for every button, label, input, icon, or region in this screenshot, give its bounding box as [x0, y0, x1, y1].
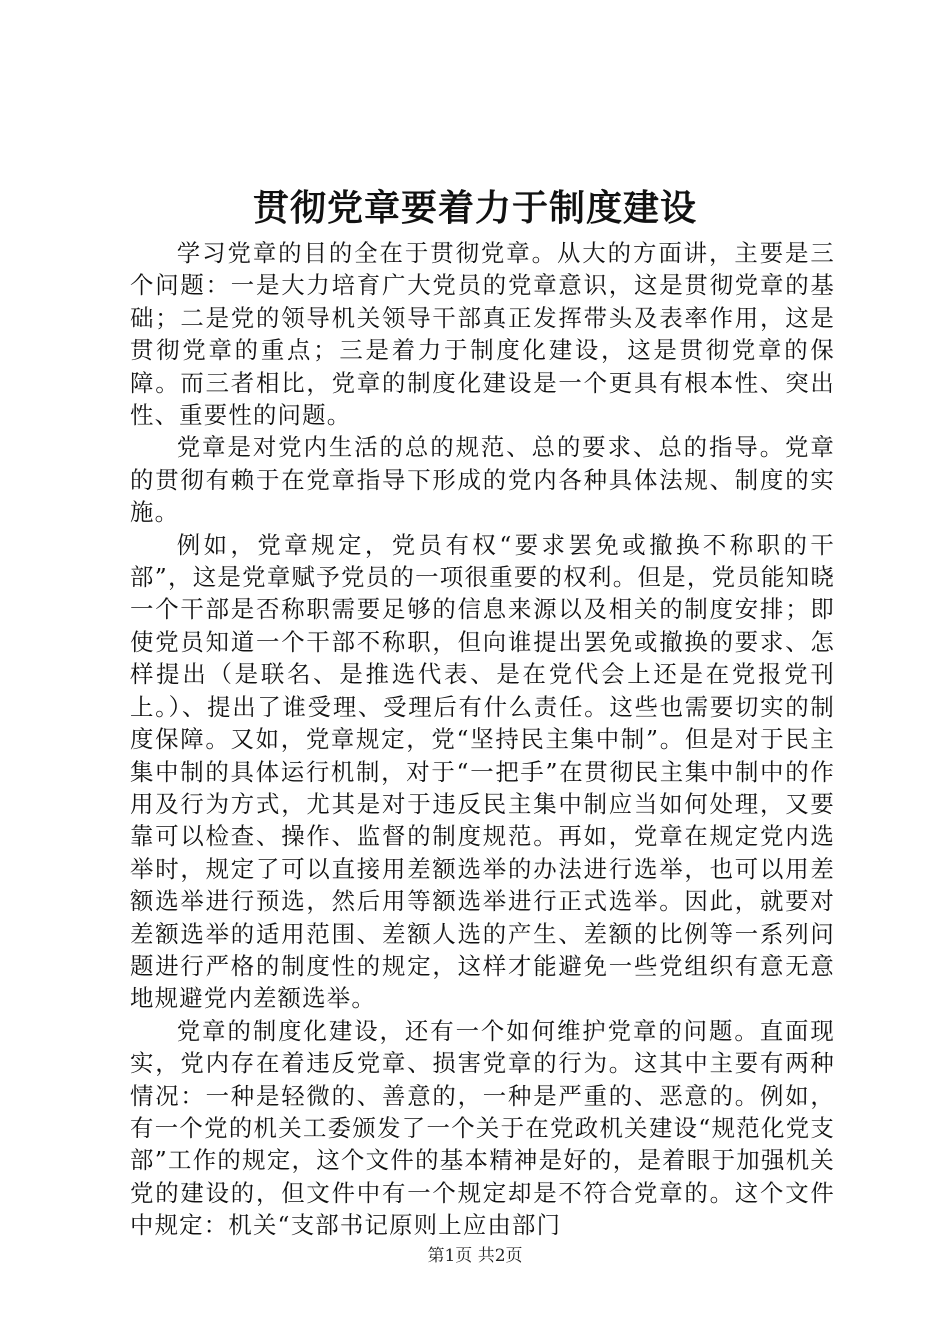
document-body	[130, 237, 835, 1242]
document-title: 贯彻党章要着力于制度建设	[252, 187, 697, 229]
paragraph-4: 党章的制度化建设，还有一个如何维护党章的问题。直面现实，党内存在着违反党章、损害党章的行为。这其中主要有两种情况：一种是轻微的、善意的，一种是严重的、恶意的。例如，有一个党的机关工委颁发了一个关于在党政机关建设“规范化党支部”工作的规定，这个文件的基本精神是好的，是着眼于加强机关党的建设的，但文件中有一个规定却是不符合党章的。这个文件中规定：机关“支部书记原则上应由部门	[130, 1016, 835, 1240]
page-number-footer: 第1页 共2页	[427, 1246, 523, 1266]
paragraph-1: 学习党章的目的全在于贯彻党章。从大的方面讲，主要是三个问题：一是大力培育广大党员的党章意识，这是贯彻党章的基础；二是党的领导机关领导干部真正发挥带头及表率作用，这是贯彻党章的重点；三是着力于制度化建设，这是贯彻党章的保障。而三者相比，党章的制度化建设是一个更具有根本性、突出性、重要性的问题。	[130, 239, 835, 430]
paragraph-2: 党章是对党内生活的总的规范、总的要求、总的指导。党章的贯彻有赖于在党章指导下形成的党内各种具体法规、制度的实施。	[130, 433, 835, 527]
paragraph-3: 例如，党章规定，党员有权“要求罢免或撤换不称职的干部”，这是党章赋予党员的一项很重要的权利。但是，党员能知晓一个干部是否称职需要足够的信息来源以及相关的制度安排；即使党员知道一个干部不称职，但向谁提出罢免或撤换的要求、怎样提出（是联名、是推选代表、是在党代会上还是在党报党刊上。）、提出了谁受理、受理后有什么责任。这些也需要切实的制度保障。又如，党章规定，党“坚持民主集中制”。但是对于民主集中制的具体运行机制，对于“一把手”在贯彻民主集中制中的作用及行为方式，尤其是对于违反民主集中制应当如何处理，又要靠可以检查、操作、监督的制度规范。再如，党章在规定党内选举时，规定了可以直接用差额选举的办法进行选举，也可以用差额选举进行预选，然后用等额选举进行正式选举。因此，就要对差额选举的适用范围、差额人选的产生、差额的比例等一系列问题进行严格的制度性的规定，这样才能避免一些党组织有意无意地规避党内差额选举。	[130, 530, 835, 1013]
